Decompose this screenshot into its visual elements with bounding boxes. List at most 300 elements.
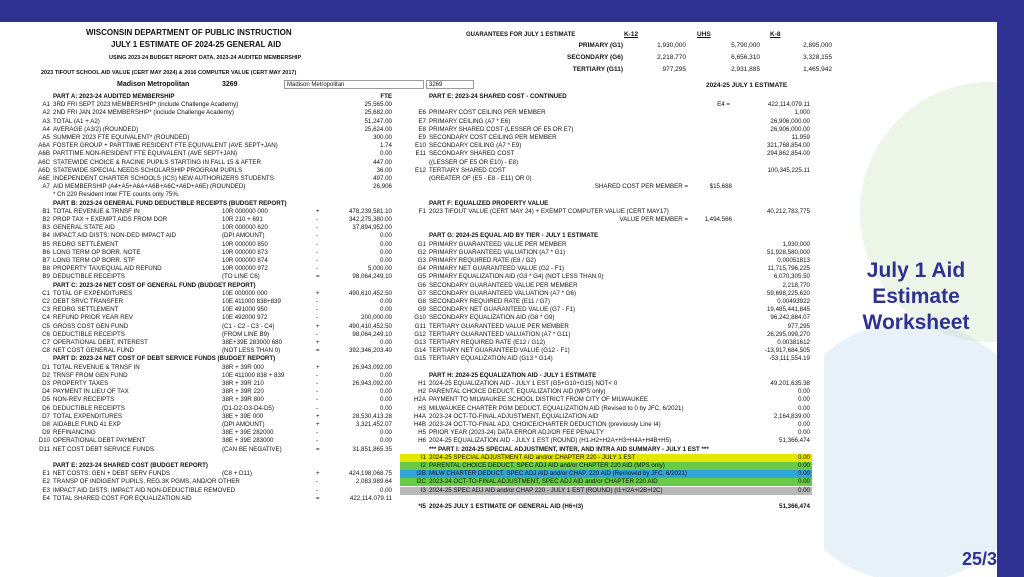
row-op: - <box>316 429 319 437</box>
row-id: B5 <box>42 240 50 248</box>
row-label: TERTIARY EQUALIZATION AID (G13 * G14) <box>429 355 553 363</box>
row-value: 977,295 <box>787 322 810 330</box>
right-row <box>400 175 812 183</box>
row-id: H3 <box>418 404 426 412</box>
row-label: PART B: 2023-24 GENERAL FUND DEDUCTIBLE RECEIPTS (BUDGET REPORT) <box>53 199 287 207</box>
row-label: TERTIARY GUARANTEED VALUE PER MEMBER <box>429 322 569 330</box>
row-label: SECONDARY SHARED COST <box>429 150 515 158</box>
row-label: PROPERTY TAXES <box>53 380 109 387</box>
row-value: 11,715,796,225 <box>767 265 810 273</box>
row-value: 422,114,079.11 <box>349 494 392 502</box>
row-op: - <box>316 306 319 314</box>
row-label: TRNSF FROM GEN FUND <box>53 371 128 379</box>
row-value: 0.00 <box>797 396 810 404</box>
right-row <box>400 298 812 306</box>
row-label: 2023 TIFOUT VALUE (CERT MAY 24) + EXEMPT COMPUTER VALUE (CERT MAY17) <box>429 207 669 215</box>
right-row <box>400 495 812 503</box>
row-id: D4 <box>42 388 50 396</box>
row-op: - <box>316 248 319 256</box>
row-code: 10E 411000 838 + 839 <box>222 371 285 379</box>
row-label: REFINANCING <box>53 429 96 437</box>
row-value: 59,698,225,620 <box>766 289 810 297</box>
slide-title: July 1 Aid Estimate Worksheet <box>862 259 970 334</box>
row-id: A6B <box>38 150 50 158</box>
row-value: 0.00 <box>379 232 392 240</box>
guarantee-value: 2,218,770 <box>657 54 686 61</box>
row-value: 2,218,770 <box>782 281 810 289</box>
right-row <box>400 101 812 109</box>
right-row <box>400 191 812 199</box>
row-op: = <box>316 273 320 281</box>
right-row <box>400 249 812 257</box>
row-value: 3,321,452.07 <box>355 421 392 428</box>
right-row <box>400 167 812 175</box>
row-label: PART H: 2024-25 EQUALIZATION AID - JULY 1 ESTIMATE <box>429 371 597 379</box>
row-id: I3 <box>420 486 426 494</box>
row-id: H2 <box>418 388 426 396</box>
row-id: E10 <box>414 142 426 150</box>
row-value: 26,943,092.00 <box>352 363 392 371</box>
row-label: TERTIARY REQUIRED RATE (E12 / G12) <box>429 339 546 346</box>
guarantee-value: 6,656,310 <box>731 54 760 61</box>
row-label: 2024-25 SPECIAL ADJUSTMENT AID and/or CHAPTER 220 - JULY 1 EST <box>429 453 636 461</box>
right-row <box>400 224 812 232</box>
row-label: GENERAL STATE AID <box>53 224 115 232</box>
left-row <box>26 118 421 126</box>
right-row <box>400 388 812 396</box>
row-value: 0.00 <box>797 453 810 461</box>
left-row <box>26 126 421 134</box>
guarantee-value: 1,465,942 <box>803 66 832 73</box>
left-row <box>26 437 421 445</box>
right-row <box>400 355 812 363</box>
right-row <box>400 200 812 208</box>
row-label: 2024-25 EQUALIZATION AID - JULY 1 EST (ROUND) (H1-H2+H2A+H3+H4A+H4B+H5) <box>429 437 672 445</box>
row-value: 0.00 <box>379 429 392 437</box>
row-op: + <box>316 421 320 428</box>
row-label: PRIMARY GUARANTEED VALUATION (A7 * G1) <box>429 248 566 256</box>
right-row <box>400 314 812 322</box>
row-mid-label: E4 = <box>717 101 730 109</box>
guarantee-value: 977,295 <box>662 66 686 73</box>
row-label: TRANSP OF INDIGENT PUPILS, REG.3K PGMS, AND/OR OTHER <box>53 478 240 486</box>
row-label: 2024-25 EQUALIZATION AID - JULY 1 EST (G5+G10+G15) NOT< 0 <box>429 380 618 387</box>
row-value: 0.00 <box>379 248 392 256</box>
guarantee-tier-label: TERTIARY (G11) <box>572 66 623 73</box>
right-row <box>400 216 812 224</box>
row-code: (C1 - C2 - C3 - C4) <box>222 322 275 330</box>
row-code: 38E+39E 283000 680 <box>222 339 283 346</box>
row-code: 10E 411000 838+839 <box>222 298 281 305</box>
left-row <box>26 241 421 249</box>
left-row <box>26 249 421 257</box>
row-op: = <box>316 494 320 502</box>
right-row <box>400 339 812 347</box>
row-label: 3RD FRI SEPT 2023 MEMBERSHIP* (include Challenge Academy) <box>53 101 239 109</box>
row-value: 497.00 <box>373 175 392 182</box>
row-value: 0.00 <box>797 429 810 437</box>
left-row <box>26 429 421 437</box>
row-code: (TO LINE C6) <box>222 273 260 281</box>
row-label: 2ND FRI JAN 2024 MEMBERSHIP* (include Challenge Academy) <box>53 109 234 117</box>
row-value: 0.00 <box>379 257 392 264</box>
row-value: 0.00 <box>797 462 810 469</box>
row-id: E4 <box>42 494 50 502</box>
left-row <box>26 167 421 175</box>
row-code: (FROM LINE B9) <box>222 330 270 338</box>
row-code: 38R + 39R 800 <box>222 396 264 404</box>
right-band <box>997 22 1024 577</box>
left-row <box>26 487 421 495</box>
row-id: G15 <box>414 355 426 363</box>
right-row <box>400 503 812 511</box>
row-id: D5 <box>42 396 50 404</box>
right-row <box>400 159 812 167</box>
row-id: G9 <box>417 306 426 314</box>
row-label: TOTAL EXPENDITURES <box>53 412 122 420</box>
row-label: PART E: 2023-24 SHARED COST - CONTINUED <box>429 93 567 100</box>
row-label: PART E: 2023-24 SHARED COST (BUDGET REPORT) <box>53 462 208 469</box>
right-row <box>400 183 812 191</box>
row-value: 321,768,854.00 <box>766 142 810 150</box>
row-id: G3 <box>417 257 426 264</box>
row-id: D9 <box>42 429 50 437</box>
row-id: E8 <box>418 125 426 133</box>
row-label: TOTAL REVENUE & TRNSF IN <box>53 363 140 371</box>
row-value: 0.00 <box>379 339 392 346</box>
district-select[interactable]: Madison Metropolitan <box>284 80 424 89</box>
left-row <box>26 298 421 306</box>
row-label: SECONDARY NET GUARANTEED VALUE (G7 - F1) <box>429 306 576 314</box>
row-label: *** PART I: 2024-25 SPECIAL ADJUSTMENT, INTER, AND INTRA AID SUMMARY - JULY 1 EST *** <box>429 445 709 453</box>
row-value: 0.00 <box>797 388 810 396</box>
row-id: C6 <box>42 330 50 338</box>
left-margin <box>0 22 26 577</box>
left-row <box>26 265 421 273</box>
row-label: * Ch 220 Resident Inter FTE counts only 75%. <box>53 191 180 199</box>
row-value: 0.00 <box>379 388 392 396</box>
row-id: E2 <box>42 478 50 486</box>
right-row <box>400 372 812 380</box>
guarantee-tier-label: SECONDARY (G6) <box>567 54 623 61</box>
row-code: 10R 000000 000 <box>222 207 268 215</box>
right-row <box>400 118 812 126</box>
row-id: D10 <box>38 437 50 445</box>
row-id: G6 <box>417 281 426 289</box>
row-value: 0.00 <box>797 486 810 494</box>
row-id: H1 <box>418 380 426 387</box>
row-value: 0.00381612 <box>777 339 810 346</box>
row-label: 2024-25 SPEC ADJ AID and/or CHAP 220 - JULY 1 EST (ROUND) (I1+I2A+I2B+I2C) <box>429 486 663 494</box>
row-code: 10R 000000 873 <box>222 248 268 256</box>
row-value: 392,346,203.40 <box>348 347 392 355</box>
row-label: GROSS COST GEN FUND <box>53 322 129 330</box>
row-code: (NOT LESS THAN 0) <box>222 347 281 355</box>
row-label: PROP TAX + EXEMPT AIDS FROM DOR <box>53 216 168 223</box>
row-id: D11 <box>39 445 50 453</box>
row-label: AIDABLE FUND 41 EXP <box>53 421 121 428</box>
row-label: SECONDARY REQUIRED RATE (E11 / G7) <box>429 298 550 305</box>
row-id: H2A <box>413 396 426 404</box>
right-row <box>400 380 812 388</box>
row-op: - <box>316 232 319 240</box>
district-code-select[interactable]: 3269 <box>426 80 474 89</box>
row-value: 51,366,474 <box>779 503 810 510</box>
row-value: 424,198,068.75 <box>348 470 392 478</box>
left-row <box>26 478 421 486</box>
row-label: PARENTAL CHOICE DEDUCT. SPEC ADJ AID and/or CHAPTER 220 AID (MPS only) <box>429 462 665 469</box>
row-label: SECONDARY GUARANTEED VALUE PER MEMBER <box>429 281 578 289</box>
left-row <box>26 355 421 363</box>
row-id: *I5 <box>418 503 426 510</box>
row-label: PRIMARY REQUIRED RATE (E8 / G2) <box>429 257 536 264</box>
left-row <box>26 446 421 454</box>
right-row <box>400 462 812 470</box>
row-op: - <box>316 478 319 486</box>
row-label: PROPERTY TAX/EQUAL AID REFUND <box>53 265 162 273</box>
left-row <box>26 306 421 314</box>
right-row <box>400 306 812 314</box>
row-label: SECONDARY EQUALIZATION AID (G8 * G9) <box>429 314 555 322</box>
row-id: G2 <box>417 248 426 256</box>
row-label: PRIMARY EQUALIZATION AID (G3 * G4) (NOT LESS THAN 0) <box>429 273 604 281</box>
row-value: -53,111,554.19 <box>769 355 810 363</box>
row-id: H4B <box>413 421 426 428</box>
row-value: 1,000 <box>794 109 810 117</box>
row-value: 6,070,305.50 <box>773 273 810 281</box>
guarantees-label: GUARANTEES FOR JULY 1 ESTIMATE <box>466 32 576 38</box>
row-value: -13,917,684,505 <box>764 347 810 355</box>
using-line: USING 2023-24 BUDGET REPORT DATA, 2023-24 AUDITED MEMBERSHIP <box>109 55 302 61</box>
row-id: C7 <box>42 339 50 346</box>
row-op: - <box>316 240 319 248</box>
left-row <box>26 93 421 101</box>
top-band <box>0 0 1024 22</box>
guarantee-value: 3,328,155 <box>803 54 832 61</box>
row-id: I2C <box>416 478 426 486</box>
row-label: PAYMENT IN LIEU OF TAX <box>53 388 129 396</box>
row-id: A1 <box>42 101 50 109</box>
row-id: I2B <box>416 470 426 478</box>
right-row <box>400 150 812 158</box>
row-id: D1 <box>42 363 50 371</box>
row-id: B2 <box>42 216 50 223</box>
row-op: - <box>316 330 319 338</box>
row-id: G10 <box>414 314 426 322</box>
left-row <box>26 495 421 503</box>
right-row <box>400 413 812 421</box>
row-value: 51,366,474 <box>779 437 810 445</box>
row-id: B3 <box>42 224 50 232</box>
row-label: STATEWIDE SPECIAL NEEDS SCHOLARSHIP PROGRAM PUPILS <box>53 166 243 174</box>
estimate-title: JULY 1 ESTIMATE OF 2024-25 GENERAL AID <box>111 40 282 49</box>
left-row <box>26 150 421 158</box>
row-id: E11 <box>415 150 426 158</box>
row-label: PAYMENT TO MILWAUKEE SCHOOL DISTRICT FROM CITY OF MILWAUKEE <box>429 396 648 404</box>
row-value: 25,682.00 <box>364 109 392 117</box>
left-row <box>26 364 421 372</box>
right-row <box>400 396 812 404</box>
row-value: 26,906,000.00 <box>770 125 810 133</box>
row-value: 98,064,249.10 <box>352 330 392 338</box>
row-value: 0.00 <box>379 371 392 379</box>
row-value: 1.74 <box>379 142 392 150</box>
row-value: 25,624.00 <box>364 125 392 133</box>
row-code: 10R 000000 972 <box>222 265 268 273</box>
row-id: A3 <box>42 117 50 125</box>
left-row <box>26 380 421 388</box>
row-op: + <box>316 207 320 215</box>
left-row <box>26 142 421 150</box>
row-code: 38E + 39E 283000 <box>222 437 274 445</box>
row-code: 10R 000000 874 <box>222 257 268 264</box>
left-row <box>26 175 421 183</box>
row-id: D6 <box>42 404 50 412</box>
right-row <box>400 126 812 134</box>
row-id: G5 <box>417 273 426 281</box>
row-label: 2023-24 OCT-TO-FINAL ADJUSTMENT, SPEC ADJ AID and/or CHAPTER 220 AID <box>429 478 658 486</box>
row-value: FTE <box>380 93 392 100</box>
right-row <box>400 241 812 249</box>
guarantee-value: 2,895,000 <box>803 42 832 49</box>
row-value: 19,485,441,845 <box>766 306 810 314</box>
row-label: INDEPENDENT CHARTER SCHOOLS (ICS) NEW AUTHORIZERS STUDENTS <box>53 175 274 182</box>
tifout-line: 2023 TIFOUT SCHOOL AID VALUE (CERT MAY 2024) & 2016 COMPUTER VALUE (CERT MAY 2017) <box>41 70 297 76</box>
right-row <box>400 364 812 372</box>
right-row <box>400 347 812 355</box>
row-label: SECONDARY CEILING (A7 * E9) <box>429 142 522 150</box>
row-label: PART F: EQUALIZED PROPERTY VALUE <box>429 199 549 207</box>
row-mid-label: VALUE PER MEMBER = <box>619 216 688 223</box>
row-value: 0.00 <box>379 486 392 494</box>
row-label: TOTAL SHARED COST FOR EQUALIZATION AID <box>53 494 192 502</box>
row-label: FOSTER GROUP + PARTTIME RESIDENT FTE EQUIVALENT (AVE SEPT+JAN) <box>53 142 278 150</box>
row-op: + <box>316 289 320 297</box>
row-id: I2 <box>420 462 426 469</box>
row-id: G13 <box>414 339 426 346</box>
row-op: - <box>316 216 319 223</box>
guarantee-value: 2,931,885 <box>731 66 760 73</box>
row-code: (DPI AMOUNT) <box>222 421 265 428</box>
district-name: Madison Metropolitan <box>117 81 190 88</box>
row-label: ((LESSER OF E5 OR E10) - E8) <box>429 158 519 166</box>
right-row <box>400 323 812 331</box>
row-op: - <box>316 265 319 273</box>
row-label: OPERATIONAL DEBT, INTEREST <box>53 339 148 346</box>
row-label: MILWAUKEE CHARTER PGM DEDUCT. EQUALIZATION AID (Revised to 0 by JFC, 6/2021) <box>429 404 684 412</box>
right-row <box>400 437 812 445</box>
guarantee-tier-label: PRIMARY (G1) <box>578 42 623 49</box>
row-op: = <box>316 347 320 355</box>
row-code: 10R 000000 850 <box>222 240 268 248</box>
row-value: 11,959 <box>791 134 810 141</box>
left-row <box>26 331 421 339</box>
row-value: 200,000.00 <box>361 314 392 322</box>
row-label: SECONDARY COST CEILING PER MEMBER <box>429 134 557 141</box>
row-id: A6E <box>38 175 50 182</box>
left-row <box>26 314 421 322</box>
row-op: - <box>316 371 319 379</box>
row-label: TERTIARY SHARED COST <box>429 166 506 174</box>
row-op: - <box>316 380 319 387</box>
left-row <box>26 216 421 224</box>
row-op: - <box>316 404 319 412</box>
row-id: B8 <box>42 265 50 273</box>
row-value: 26,906 <box>373 183 392 191</box>
right-row <box>400 109 812 117</box>
row-value: 490,610,452.50 <box>348 289 392 297</box>
row-label: MILW CHARTER DEDUCT. SPEC ADJ AID and/or CHAP. 220 AID (Removed by JFC, 6/2021) <box>429 470 687 478</box>
row-id: G1 <box>417 240 426 248</box>
row-label: PRIMARY SHARED COST (LESSER OF E5 OR E7) <box>429 125 574 133</box>
row-id: A6C <box>37 158 50 166</box>
row-id: A6A <box>38 142 50 150</box>
row-label: TOTAL (A1 + A2) <box>53 117 100 125</box>
row-mid-label: SHARED COST PER MEMBER = <box>594 183 688 191</box>
dept-title: WISCONSIN DEPARTMENT OF PUBLIC INSTRUCTION <box>86 28 292 37</box>
left-row <box>26 257 421 265</box>
row-code: 38R + 39R 000 <box>222 363 264 371</box>
right-row <box>400 134 812 142</box>
row-op: - <box>316 257 319 264</box>
row-id: A5 <box>42 134 50 141</box>
row-value: 100,345,225.11 <box>767 166 810 174</box>
right-row <box>400 405 812 413</box>
row-id: I1 <box>420 453 426 461</box>
left-row <box>26 396 421 404</box>
left-row <box>26 421 421 429</box>
row-value: 0.00 <box>797 478 810 486</box>
right-row <box>400 142 812 150</box>
row-value: 49,201,635.38 <box>770 380 810 387</box>
page-number: 25/3 <box>962 549 998 569</box>
row-id: H4A <box>413 412 426 420</box>
row-code: (C8 + D11) <box>222 470 252 478</box>
row-op: + <box>316 412 320 420</box>
row-label: NET COSTS: GEN + DEBT SERV FUNDS <box>53 470 171 478</box>
right-row <box>400 265 812 273</box>
guarantee-value: 5,790,000 <box>731 42 760 49</box>
row-op: = <box>316 445 320 453</box>
row-code: 38E + 39E 000 <box>222 412 264 420</box>
row-value: 51,247.00 <box>364 117 392 125</box>
row-id: E1 <box>42 470 50 478</box>
left-row <box>26 282 421 290</box>
row-value: 37,894,952.00 <box>352 224 392 232</box>
right-row <box>400 232 812 240</box>
col-k12: K-12 <box>624 31 639 38</box>
right-row <box>400 470 812 478</box>
left-row <box>26 339 421 347</box>
right-row <box>400 429 812 437</box>
row-op: + <box>316 339 320 346</box>
row-id: H5 <box>418 429 426 437</box>
row-id: C8 <box>42 347 50 355</box>
row-id: D2 <box>42 371 50 379</box>
row-id: D3 <box>42 380 50 387</box>
row-value: 0.00 <box>797 421 810 428</box>
left-row <box>26 183 421 191</box>
row-label: NET COST GENERAL FUND <box>53 347 135 355</box>
right-row <box>400 208 812 216</box>
row-value: 25,565.00 <box>364 101 392 109</box>
row-value: 51,928,580,000 <box>766 248 810 256</box>
row-label: DEDUCTIBLE RECEIPTS <box>53 273 125 281</box>
row-code: 10E 492000 972 <box>222 314 268 322</box>
row-value: 0.00493922 <box>777 298 810 305</box>
row-id: B6 <box>42 248 50 256</box>
row-id: G4 <box>417 265 426 273</box>
